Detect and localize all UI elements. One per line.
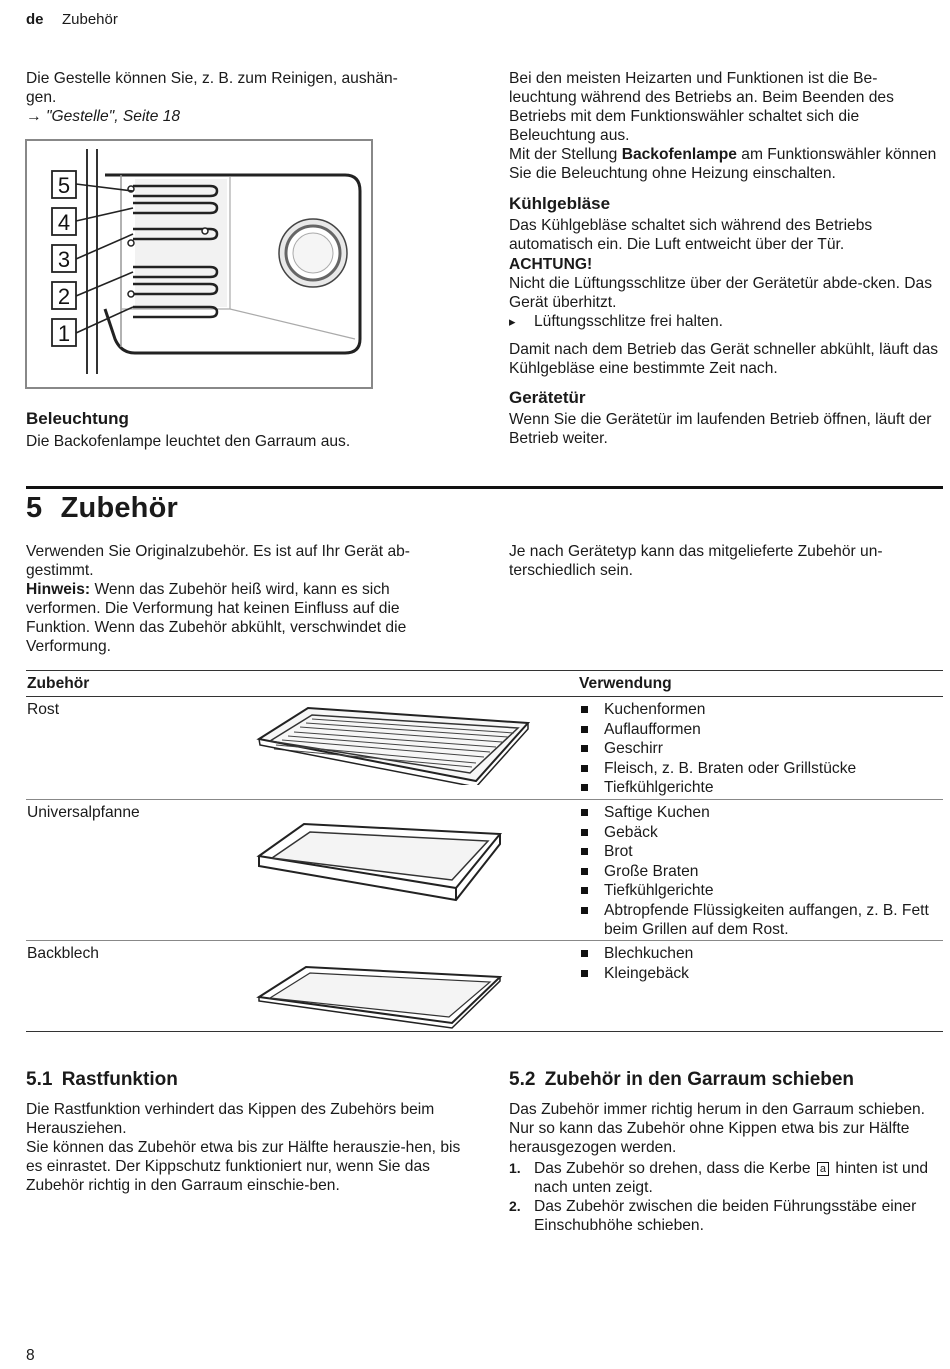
- step-1-post: hinten ist und nach unten zeigt.: [534, 1160, 929, 1196]
- section-5-1: [26, 1069, 466, 1195]
- shelf-level-label: 5: [57, 173, 71, 198]
- accessory-name: Universalpfanne: [27, 804, 140, 821]
- chapter-intro-left: [26, 542, 466, 656]
- door-heading: Gerätetür: [509, 388, 586, 407]
- chapter-heading: [26, 492, 178, 525]
- shelf-level-label: 2: [57, 284, 71, 309]
- lighting-section: [26, 409, 476, 451]
- usage-list: [579, 803, 949, 940]
- chapter-intro-right: [509, 542, 943, 580]
- oven-interior-illustration: [25, 139, 373, 389]
- oven-lamp-term: Backofenlampe: [621, 146, 737, 163]
- left-top-column: [26, 69, 476, 126]
- step-item: [509, 1197, 943, 1235]
- arrow-right-icon: →: [26, 108, 42, 125]
- warning-text: Nicht die Lüftungsschlitze über der Gerätetür abde-cken. Das Gerät überhitzt.: [509, 275, 932, 311]
- usage-list: [579, 700, 856, 798]
- step-2-text: Das Zubehör zwischen die beiden Führungsstäbe einer Einschubhöhe schieben.: [534, 1198, 917, 1234]
- list-item: Blechkuchen: [579, 944, 693, 964]
- list-item: Brot: [579, 842, 949, 862]
- shelf-level-label: 1: [57, 321, 71, 346]
- section-5-2-number: 5.2: [509, 1069, 536, 1090]
- list-item: Auflaufformen: [579, 720, 856, 740]
- note-text: Wenn das Zubehör heiß wird, kann es sich verformen. Die Verformung hat keinen Einfluss auf die Funktion. Wenn das Zubehör abkühlt, verschwindet die Verformung.: [26, 581, 407, 655]
- intro-line-1: Die Gestelle können Sie, z. B. zum Reinigen, aushän-: [26, 70, 398, 87]
- intro-line-2: gen.: [26, 89, 57, 106]
- page-header: [26, 11, 118, 29]
- header-language: de: [26, 11, 44, 28]
- lighting-text: Die Backofenlampe leuchtet den Garraum aus.: [26, 433, 351, 450]
- lighting-paragraph-1: Bei den meisten Heizarten und Funktionen ist die Be-leuchtung während des Betriebs an. Beim Beenden des Betriebs mit dem Funktionswähler schaltet sich die Beleuchtung aus.: [509, 70, 894, 144]
- lighting-paragraph-2-post: am Funktionswähler können Sie die Beleuchtung ohne Heizung einschalten.: [509, 146, 937, 182]
- lighting-heading: Beleuchtung: [26, 409, 129, 428]
- steps-list: [509, 1159, 943, 1235]
- lighting-paragraph-2-pre: Mit der Stellung: [509, 146, 622, 163]
- list-item: Saftige Kuchen: [579, 803, 949, 823]
- chapter-intro-text: Verwenden Sie Originalzubehör. Es ist auf Ihr Gerät ab-gestimmt.: [26, 543, 410, 579]
- chapter-number: 5: [26, 492, 43, 524]
- shelf-level-label: 3: [57, 247, 71, 272]
- table-bottom-rule: [26, 1031, 943, 1032]
- cooling-fan-heading: Kühlgebläse: [509, 194, 611, 213]
- list-item: Geschirr: [579, 739, 856, 759]
- accessory-name: Backblech: [27, 945, 99, 962]
- cross-reference-text: "Gestelle", Seite 18: [45, 108, 181, 125]
- step-1-pre: Das Zubehör so drehen, dass die Kerbe: [534, 1160, 815, 1177]
- section-5-1-title: Rastfunktion: [61, 1069, 178, 1090]
- table-header-usage: Verwendung: [579, 675, 672, 692]
- section-5-2: [509, 1069, 943, 1235]
- section-5-2-title: Zubehör in den Garraum schieben: [544, 1069, 855, 1090]
- cooling-fan-text: Das Kühlgebläse schaltet sich während des Betriebs automatisch ein. Die Luft entweicht über der Tür.: [509, 217, 873, 253]
- usage-list: [579, 944, 693, 983]
- warning-action: ▸ Lüftungsschlitze frei halten.: [509, 312, 943, 331]
- table-row: [26, 697, 943, 799]
- section-5-2-heading: [509, 1069, 943, 1091]
- step-number: 1.: [509, 1160, 521, 1176]
- chapter-title: Zubehör: [60, 492, 178, 524]
- lighting-paragraph-2: [509, 145, 943, 183]
- section-5-1-paragraph-2: Sie können das Zubehör etwa bis zur Hälfte herauszie-hen, bis es einrastet. Der Kippschutz funktioniert nur, wenn Sie das Zubehör richtig in den Garraum einschie-ben.: [26, 1139, 461, 1194]
- page-number: 8: [26, 1347, 35, 1364]
- header-section: Zubehör: [61, 11, 118, 28]
- deep-pan-image: [256, 818, 504, 906]
- wire-rack-image: [256, 703, 531, 785]
- right-top-column: [509, 69, 943, 448]
- list-item: Abtropfende Flüssigkeiten auffangen, z. B. Fett beim Grillen auf dem Rost.: [579, 901, 949, 940]
- list-item: Tiefkühlgerichte: [579, 778, 856, 798]
- section-5-2-paragraph: Das Zubehör immer richtig herum in den Garraum schieben. Nur so kann das Zubehör ohne Kippen etwa bis zur Hälfte herausgezogen werden.: [509, 1101, 926, 1156]
- cross-reference-link[interactable]: [26, 107, 476, 126]
- table-row: [26, 800, 943, 940]
- door-text: Wenn Sie die Gerätetür im laufenden Betrieb öffnen, läuft der Betrieb weiter.: [509, 411, 932, 447]
- section-5-1-paragraph-1: Die Rastfunktion verhindert das Kippen des Zubehörs beim Herausziehen.: [26, 1101, 435, 1137]
- note-paragraph: [26, 580, 466, 656]
- note-label: Hinweis:: [26, 581, 91, 598]
- after-run-text: Damit nach dem Betrieb das Gerät schneller abkühlt, läuft das Kühlgebläse eine bestimmte Zeit nach.: [509, 341, 939, 377]
- baking-tray-image: [256, 961, 504, 1031]
- table-header-row: [26, 671, 943, 696]
- step-item: [509, 1159, 943, 1197]
- table-header-accessory: Zubehör: [27, 675, 90, 692]
- warning-label: ACHTUNG!: [509, 256, 593, 273]
- list-item: Kleingebäck: [579, 964, 693, 984]
- section-5-1-number: 5.1: [26, 1069, 53, 1090]
- chapter-divider: [26, 486, 943, 489]
- accessory-name: Rost: [27, 701, 60, 718]
- chapter-intro-right-text: Je nach Gerätetyp kann das mitgelieferte Zubehör un-terschiedlich sein.: [509, 543, 883, 579]
- list-item: Fleisch, z. B. Braten oder Grillstücke: [579, 759, 856, 779]
- step-number: 2.: [509, 1198, 521, 1214]
- list-item: Gebäck: [579, 823, 949, 843]
- list-item: Kuchenformen: [579, 700, 856, 720]
- notch-marker: a: [817, 1162, 829, 1176]
- list-item: Große Braten: [579, 862, 949, 882]
- accessories-table: [26, 670, 943, 1032]
- section-5-1-heading: [26, 1069, 466, 1091]
- shelf-level-label: 4: [57, 210, 71, 235]
- list-item: Tiefkühlgerichte: [579, 881, 949, 901]
- oven-shelf-figure: [25, 139, 373, 389]
- table-row: [26, 941, 943, 1031]
